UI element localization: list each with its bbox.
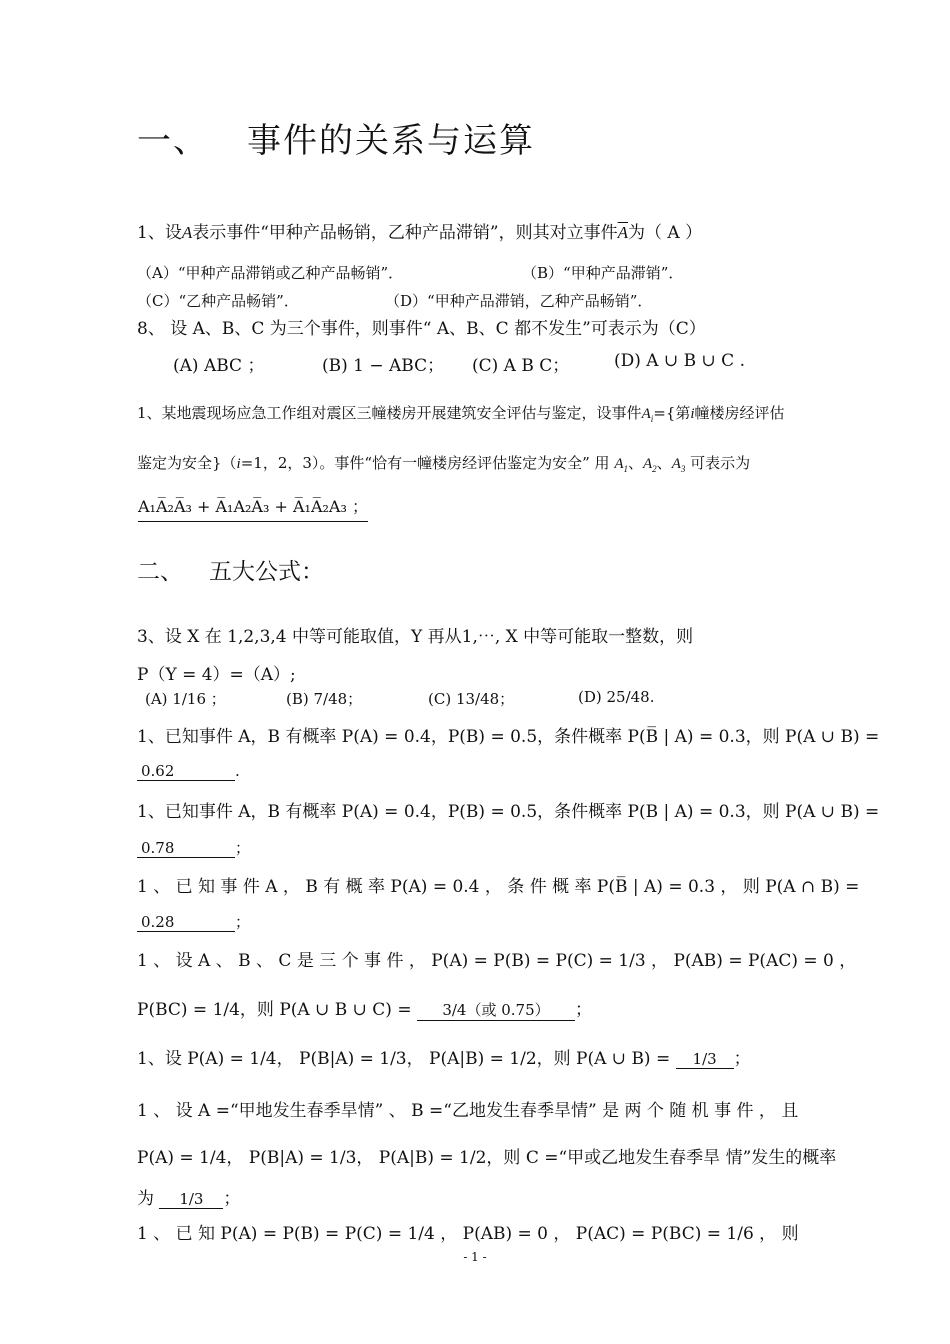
q8-option-c: (C) A B C； (472, 356, 570, 376)
question-3-line-2: P（Y = 4）=（A）; (137, 665, 296, 685)
heading-title: 事件的关系与运算 (247, 121, 535, 161)
option-b: （B）“甲种产品滞销”． (522, 264, 684, 282)
q3-option-d: (D) 25/48. (578, 688, 655, 706)
q8-option-d: (D) A ∪ B ∪ C . (614, 351, 745, 371)
question-4-answer: 0.62 . (137, 762, 240, 781)
question-5: 1、已知事件 A，B 有概率 P(A) = 0.4，P(B) = 0.5，条件概率 P(B | A) = 0.3，则 P(A ∪ B) = (137, 802, 880, 822)
heading-number: 一、 (137, 121, 209, 161)
section-heading-2: 二、 五大公式： (137, 559, 324, 585)
question-10-line-1: 1 、 设 A =“甲地发生春季旱情” 、 B =“乙地发生春季旱情” 是 两 个 随 机 事 件 ， 且 (137, 1101, 799, 1121)
question-11: 1 、 已 知 P(A) = P(B) = P(C) = 1/4 ， P(AB) = 0 ， P(AC) = P(BC) = 1/6 ， 则 (137, 1224, 799, 1244)
question-6: 1 、 已 知 事 件 A ， B 有 概 率 P(A) = 0.4 ， 条 件 概 率 P(B̅ | A) = 0.3 ， 则 P(A ∩ B) = (137, 877, 860, 897)
q3-option-a: (A) 1/16 ； (145, 690, 226, 708)
option-a: （A）“甲种产品滞销或乙种产品畅销”． (137, 264, 404, 282)
question-quake-line-1: 1、某地震现场应急工作组对震区三幢楼房开展建筑安全评估与鉴定，设事件$A_i=${第i幢楼房经评估 (137, 404, 785, 424)
q3-option-b: (B) 7/48； (286, 690, 363, 708)
section-heading-1 (137, 113, 535, 162)
q3-option-c: (C) 13/48； (428, 690, 515, 708)
question-8: 8、 设 A、B、C 为三个事件，则事件“ A、B、C 都不发生”可表示为（C） (137, 319, 706, 339)
option-c: （C）“乙种产品畅销”． (137, 292, 299, 310)
option-d: （D）“甲种产品滞销，乙种产品畅销”． (385, 292, 653, 310)
page-number: - 1 - (463, 1250, 487, 1264)
question-3-line-1: 3、设 X 在 1,2,3,4 中等可能取值，Y 再从1,⋯, X 中等可能取一整数，则 (137, 627, 694, 647)
question-10-line-2: P(A) = 1/4， P(B|A) = 1/3， P(A|B) = 1/2，则 C =“甲或乙地发生春季旱 情”发生的概率 (137, 1148, 837, 1168)
question-5-answer: 0.78 ； (137, 837, 250, 858)
quake-answer-formula: A₁A̅₂A̅₃ + A̅₁A₂A̅₃ + A̅₁A̅₂A₃ ； (138, 494, 368, 522)
question-1: 1、设A表示事件“甲种产品畅销，乙种产品滞销”，则其对立事件$\overline{A}$为（ A ） (137, 223, 703, 243)
question-10-line-3: 为 1/3 ； (137, 1189, 241, 1209)
q8-option-a: (A) ABC ； (173, 356, 265, 376)
question-7-line-2: P(BC) = 1/4，则 P(A ∪ B ∪ C) = 3/4（或 0.75） ； (137, 1000, 592, 1020)
question-4: 1、已知事件 A，B 有概率 P(A) = 0.4，P(B) = 0.5，条件概率 P(B̅ | A) = 0.3，则 P(A ∪ B) = (137, 727, 880, 747)
q8-option-b: (B) 1 − ABC； (322, 356, 445, 376)
question-9: 1、设 P(A) = 1/4， P(B|A) = 1/3， P(A|B) = 1/2，则 P(A ∪ B) = 1/3 ； (137, 1049, 751, 1069)
question-6-answer: 0.28 ； (137, 911, 250, 932)
question-7-line-1: 1 、 设 A 、 B 、 C 是 三 个 事 件 ， P(A) = P(B) = P(C) = 1/3 ， P(AB) = P(AC) = 0 ， (137, 951, 857, 971)
question-quake-line-2: 鉴定为安全}（i=1，2，3）。事件“恰有一幢楼房经评估鉴定为安全” 用 $A_1$、$A_2$、$A_3$ 可表示为 (137, 454, 751, 474)
